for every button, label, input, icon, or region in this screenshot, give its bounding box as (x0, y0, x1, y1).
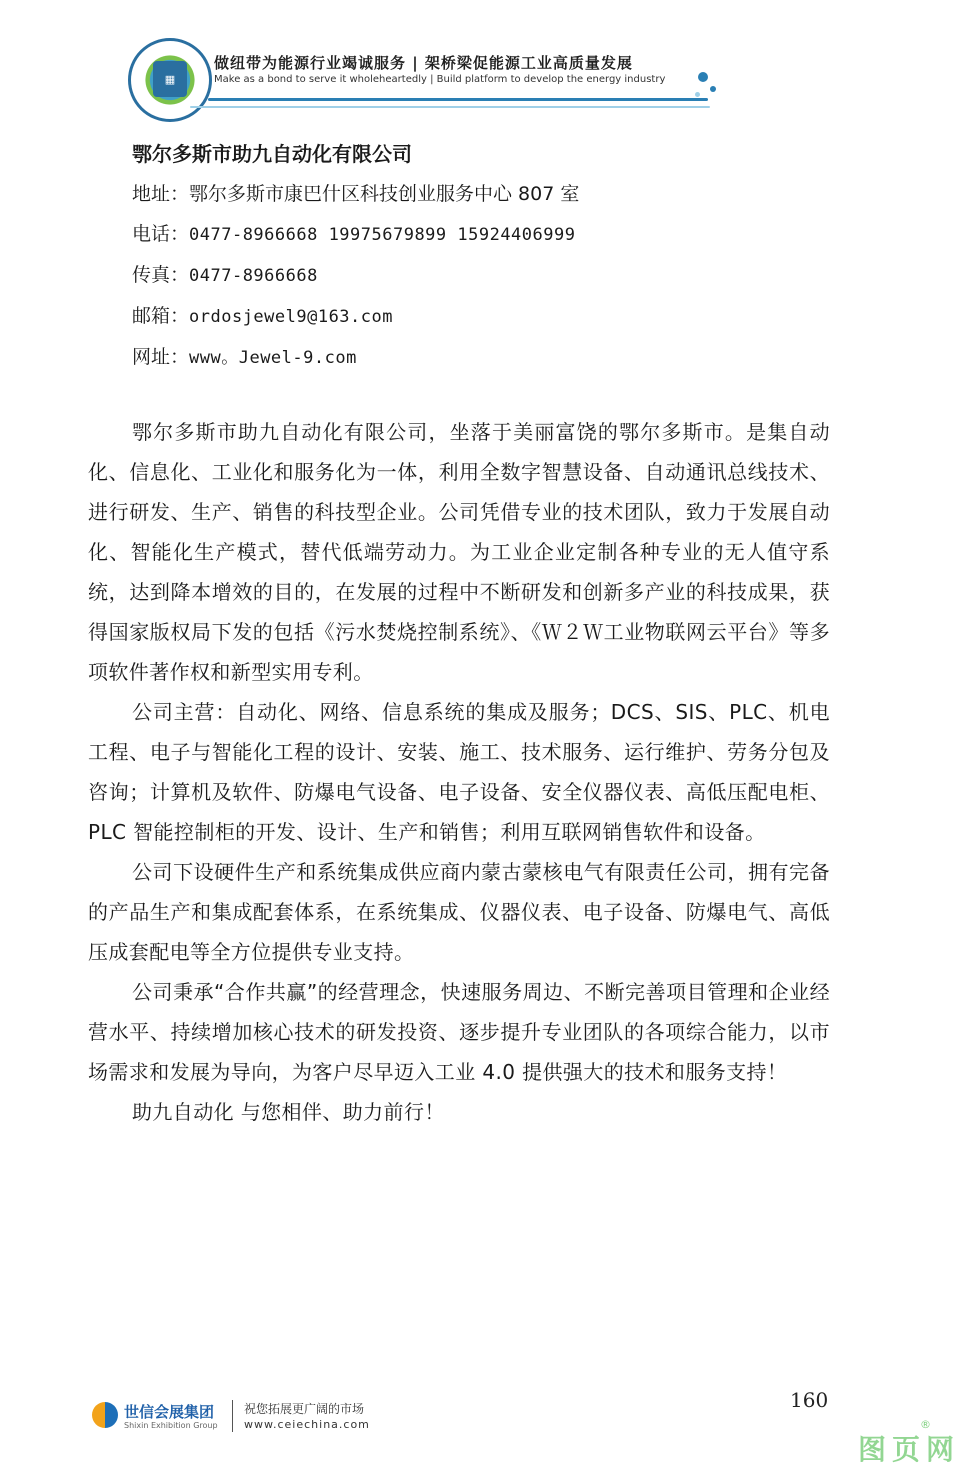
page-content (88, 140, 830, 1132)
company-name-heading: 鄂尔多斯市助九自动化有限公司 (132, 142, 412, 166)
website-line (132, 337, 830, 378)
header-divider (208, 98, 708, 101)
paragraph-closing: 助九自动化 与您相伴、助力前行！ (132, 1100, 445, 1124)
paragraph-subsidiary: 公司下设硬件生产和系统集成供应商内蒙古蒙核电气有限责任公司，拥有完备的产品生产和集成配套体系，在系统集成、仪器仪表、电子设备、防爆电气、高低压成套配电等全方位提供专业支持。 (88, 860, 830, 964)
page-number: 160 (790, 1388, 829, 1412)
phone-label: 电话： (132, 223, 190, 245)
email-line (132, 296, 830, 337)
phone-line (132, 214, 830, 255)
logo-emblem-icon: ▦ (153, 61, 187, 97)
fax-label: 传真： (132, 264, 190, 286)
footer-brand-name: 世信会展集团 (124, 1403, 215, 1421)
website-value: www。Jewel-9.com (189, 348, 357, 368)
header-slogan-cn: 做纽带为能源行业竭诚服务 | 架桥梁促能源工业高质量发展 (214, 54, 633, 72)
page-header (120, 30, 740, 120)
contact-block (88, 174, 830, 378)
email-value: ordosjewel9@163.com (189, 307, 393, 327)
address-value: 鄂尔多斯市康巴什区科技创业服务中心 807 室 (189, 183, 580, 205)
header-dot-icon (698, 72, 708, 82)
email-label: 邮箱： (132, 305, 190, 327)
paragraph-business-scope: 公司主营：自动化、网络、信息系统的集成及服务；DCS、SIS、PLC、机电工程、电子与智能化工程的设计、安装、施工、技术服务、运行维护、劳务分包及咨询；计算机及软件、防爆电气设备、电子设备、安全仪器仪表、高低压配电柜、PLC 智能控制柜的开发、设计、生产和销售；利用互联网销售软件和设备。 (88, 700, 830, 844)
footer-brand-name-en: Shixin Exhibition Group (124, 1421, 218, 1430)
website-label: 网址： (132, 346, 190, 368)
paragraph-philosophy: 公司秉承“合作共赢”的经营理念，快速服务周边、不断完善项目管理和企业经营水平、持续增加核心技术的研发投资、逐步提升专业团队的各项综合能力，以市场需求和发展为导向，为客户尽早迈入工业 4.0 提供强大的技术和服务支持！ (88, 980, 830, 1084)
fax-value: 0477-8966668 (189, 266, 318, 286)
footer-divider (232, 1400, 233, 1432)
watermark-registered-mark: ® (920, 1418, 931, 1431)
phone-value: 0477-8966668 19975679899 15924406999 (189, 225, 576, 245)
footer-tagline: 祝您拓展更广阔的市场 (244, 1402, 365, 1416)
watermark: 图页网 (858, 1433, 961, 1466)
address-label: 地址： (132, 183, 190, 205)
footer-url: www.ceiechina.com (244, 1418, 370, 1431)
header-dot-icon (710, 86, 716, 92)
address-line (132, 174, 830, 214)
header-slogan-en: Make as a bond to serve it wholeheartedly | Build platform to develop the energy industry (214, 74, 666, 85)
footer-brand (92, 1398, 412, 1438)
paragraph-intro: 鄂尔多斯市助九自动化有限公司，坐落于美丽富饶的鄂尔多斯市。是集自动化、信息化、工业化和服务化为一体，利用全数字智慧设备、自动通讯总线技术、进行研发、生产、销售的科技型企业。公司凭借专业的技术团队，致力于发展自动化、智能化生产模式，替代低端劳动力。为工业企业定制各种专业的无人值守系统，达到降本增效的目的，在发展的过程中不断研发和创新多产业的科技成果，获得国家版权局下发的包括《污水焚烧控制系统》、《Ｗ２Ｗ工业物联网云平台》等多项软件著作权和新型实用专利。 (88, 420, 830, 684)
fax-line (132, 255, 830, 296)
header-dot-icon (695, 92, 700, 97)
header-divider-light (190, 106, 710, 108)
association-logo (128, 38, 212, 122)
body-text (88, 412, 830, 1132)
shixin-logo-icon (92, 1402, 118, 1428)
